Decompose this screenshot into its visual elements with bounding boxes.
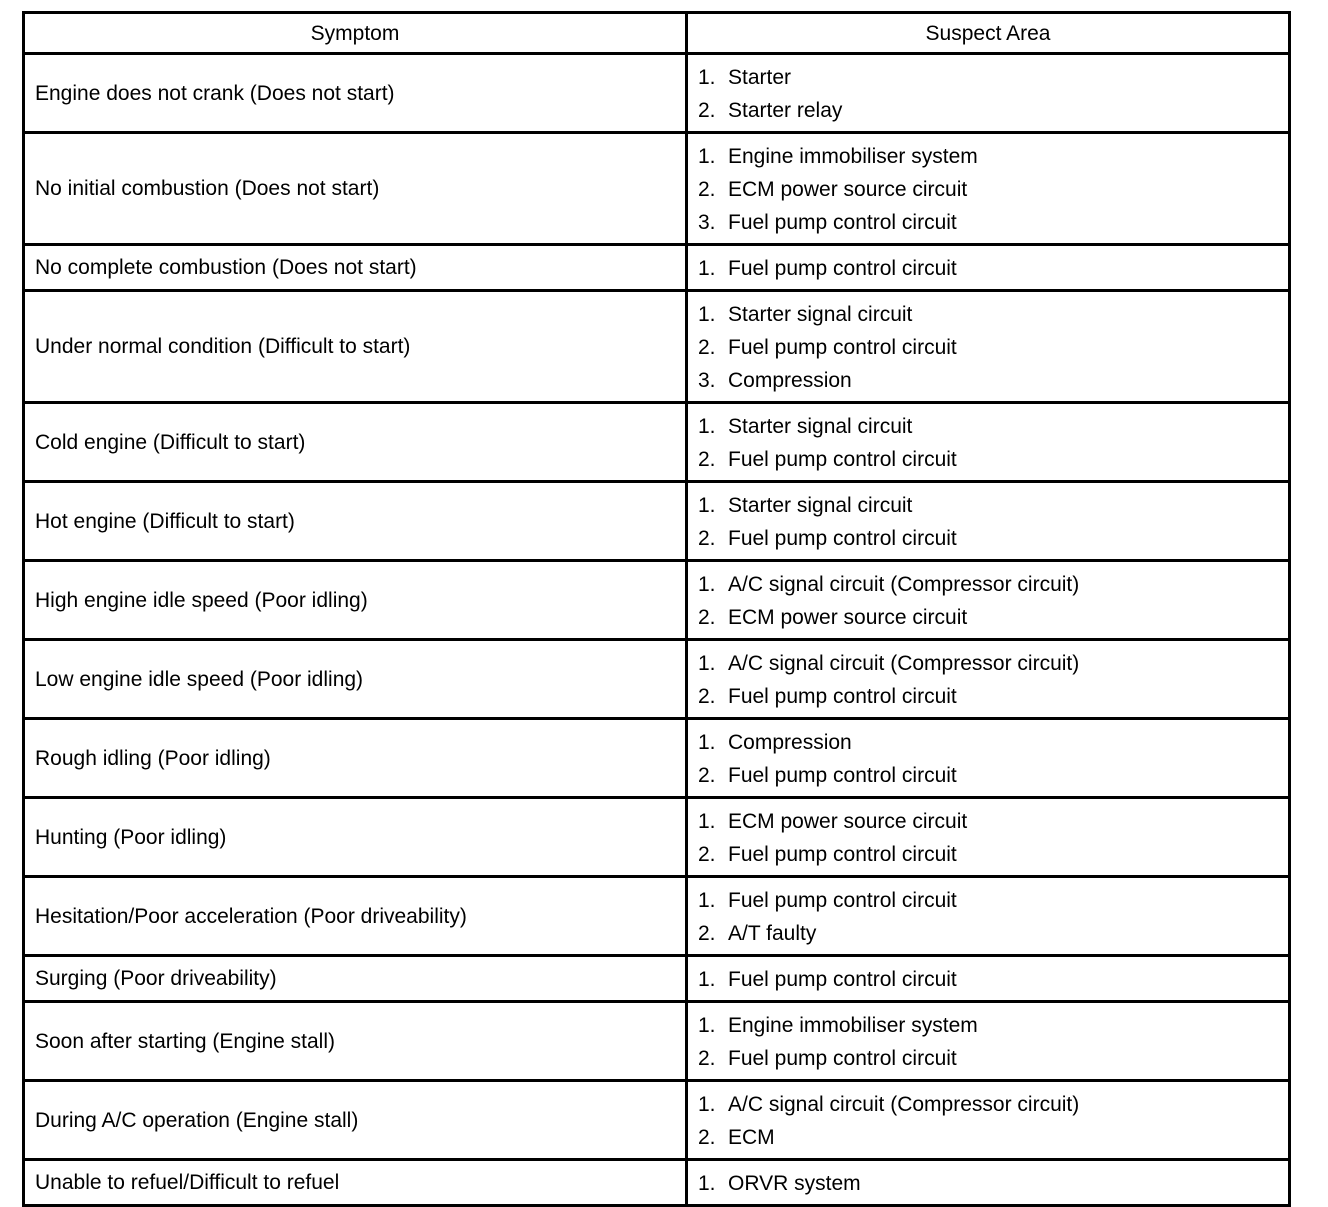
suspect-area-item [698, 364, 1288, 397]
suspect-area-item [698, 252, 1288, 285]
symptom-cell: Hunting (Poor idling) [24, 798, 687, 877]
symptom-cell: Low engine idle speed (Poor idling) [24, 640, 687, 719]
item-number: 1. [698, 731, 716, 754]
suspect-area-item [698, 838, 1288, 871]
item-number: 2. [698, 178, 716, 201]
suspect-area-item [698, 206, 1288, 239]
item-text: A/T faulty [728, 922, 817, 945]
suspect-area-cell [687, 403, 1290, 482]
item-number: 1. [698, 1172, 716, 1195]
table-row [24, 956, 1290, 1002]
suspect-area-cell [687, 245, 1290, 291]
item-number: 1. [698, 303, 716, 326]
suspect-area-item [698, 884, 1288, 917]
table-row [24, 798, 1290, 877]
suspect-area-cell [687, 482, 1290, 561]
header-symptom: Symptom [24, 13, 687, 54]
header-suspect-area: Suspect Area [687, 13, 1290, 54]
document-page [22, 11, 1288, 1207]
table-row [24, 54, 1290, 133]
item-text: ORVR system [728, 1172, 861, 1195]
symptom-table [22, 11, 1291, 1207]
suspect-area-cell [687, 798, 1290, 877]
suspect-area-item [698, 917, 1288, 950]
item-number: 2. [698, 448, 716, 471]
item-number: 3. [698, 211, 716, 234]
suspect-area-item [698, 1088, 1288, 1121]
table-row [24, 403, 1290, 482]
table-row [24, 561, 1290, 640]
suspect-area-item [698, 680, 1288, 713]
suspect-area-item [698, 410, 1288, 443]
table-row [24, 1081, 1290, 1160]
item-text: Starter signal circuit [728, 494, 913, 517]
item-text: Fuel pump control circuit [728, 336, 957, 359]
item-number: 2. [698, 606, 716, 629]
suspect-area-item [698, 140, 1288, 173]
table-row [24, 245, 1290, 291]
suspect-area-item [698, 173, 1288, 206]
item-number: 2. [698, 922, 716, 945]
suspect-area-cell [687, 719, 1290, 798]
symptom-cell: Soon after starting (Engine stall) [24, 1002, 687, 1081]
item-number: 1. [698, 1093, 716, 1116]
symptom-cell: Under normal condition (Difficult to start) [24, 291, 687, 403]
suspect-area-cell [687, 133, 1290, 245]
symptom-cell: Surging (Poor driveability) [24, 956, 687, 1002]
item-text: Engine immobiliser system [728, 145, 978, 168]
suspect-area-cell [687, 54, 1290, 133]
item-number: 1. [698, 494, 716, 517]
suspect-area-item [698, 522, 1288, 555]
table-row [24, 877, 1290, 956]
item-number: 2. [698, 527, 716, 550]
item-text: Fuel pump control circuit [728, 685, 957, 708]
item-number: 1. [698, 889, 716, 912]
item-text: A/C signal circuit (Compressor circuit) [728, 1093, 1080, 1116]
symptom-cell: Unable to refuel/Difficult to refuel [24, 1160, 687, 1206]
table-row [24, 640, 1290, 719]
item-number: 3. [698, 369, 716, 392]
item-text: Fuel pump control circuit [728, 257, 957, 280]
item-text: Fuel pump control circuit [728, 764, 957, 787]
table-body [24, 54, 1290, 1206]
item-number: 1. [698, 573, 716, 596]
suspect-area-item [698, 94, 1288, 127]
suspect-area-item [698, 647, 1288, 680]
item-text: A/C signal circuit (Compressor circuit) [728, 652, 1080, 675]
suspect-area-cell [687, 1002, 1290, 1081]
item-number: 2. [698, 1126, 716, 1149]
table-row [24, 291, 1290, 403]
item-number: 1. [698, 968, 716, 991]
suspect-area-cell [687, 291, 1290, 403]
item-number: 1. [698, 66, 716, 89]
item-text: Fuel pump control circuit [728, 527, 957, 550]
item-number: 1. [698, 652, 716, 675]
item-number: 2. [698, 843, 716, 866]
suspect-area-cell [687, 561, 1290, 640]
item-text: Compression [728, 731, 852, 754]
item-text: ECM [728, 1126, 775, 1149]
symptom-cell: During A/C operation (Engine stall) [24, 1081, 687, 1160]
suspect-area-item [698, 805, 1288, 838]
symptom-cell: Engine does not crank (Does not start) [24, 54, 687, 133]
table-row [24, 482, 1290, 561]
item-number: 2. [698, 1047, 716, 1070]
item-text: Starter [728, 66, 792, 89]
suspect-area-item [698, 331, 1288, 364]
item-text: ECM power source circuit [728, 178, 968, 201]
item-number: 2. [698, 685, 716, 708]
table-row [24, 133, 1290, 245]
item-text: Fuel pump control circuit [728, 211, 957, 234]
suspect-area-cell [687, 1160, 1290, 1206]
suspect-area-cell [687, 956, 1290, 1002]
symptom-cell: Hesitation/Poor acceleration (Poor driveability) [24, 877, 687, 956]
item-text: Starter signal circuit [728, 303, 913, 326]
suspect-area-item [698, 443, 1288, 476]
suspect-area-item [698, 726, 1288, 759]
suspect-area-item [698, 298, 1288, 331]
item-text: Fuel pump control circuit [728, 448, 957, 471]
suspect-area-item [698, 1042, 1288, 1075]
symptom-cell: High engine idle speed (Poor idling) [24, 561, 687, 640]
item-text: Starter relay [728, 99, 843, 122]
item-text: Compression [728, 369, 852, 392]
item-number: 1. [698, 810, 716, 833]
item-text: Fuel pump control circuit [728, 889, 957, 912]
suspect-area-item [698, 601, 1288, 634]
item-number: 1. [698, 257, 716, 280]
item-number: 1. [698, 415, 716, 438]
suspect-area-item [698, 1121, 1288, 1154]
item-text: A/C signal circuit (Compressor circuit) [728, 573, 1080, 596]
suspect-area-cell [687, 877, 1290, 956]
suspect-area-item [698, 489, 1288, 522]
symptom-cell: Cold engine (Difficult to start) [24, 403, 687, 482]
symptom-cell: Rough idling (Poor idling) [24, 719, 687, 798]
item-number: 2. [698, 764, 716, 787]
item-text: Fuel pump control circuit [728, 843, 957, 866]
symptom-cell: No initial combustion (Does not start) [24, 133, 687, 245]
suspect-area-item [698, 759, 1288, 792]
suspect-area-item [698, 568, 1288, 601]
item-text: Fuel pump control circuit [728, 1047, 957, 1070]
suspect-area-cell [687, 1081, 1290, 1160]
suspect-area-item [698, 1009, 1288, 1042]
item-number: 1. [698, 145, 716, 168]
symptom-cell: Hot engine (Difficult to start) [24, 482, 687, 561]
item-text: ECM power source circuit [728, 606, 968, 629]
suspect-area-item [698, 1167, 1288, 1200]
table-row [24, 1002, 1290, 1081]
item-number: 2. [698, 99, 716, 122]
table-row [24, 719, 1290, 798]
suspect-area-cell [687, 640, 1290, 719]
item-text: ECM power source circuit [728, 810, 968, 833]
table-header-row [24, 13, 1290, 54]
item-text: Engine immobiliser system [728, 1014, 978, 1037]
suspect-area-item [698, 61, 1288, 94]
item-text: Starter signal circuit [728, 415, 913, 438]
table-row [24, 1160, 1290, 1206]
symptom-cell: No complete combustion (Does not start) [24, 245, 687, 291]
item-text: Fuel pump control circuit [728, 968, 957, 991]
item-number: 2. [698, 336, 716, 359]
item-number: 1. [698, 1014, 716, 1037]
suspect-area-item [698, 963, 1288, 996]
